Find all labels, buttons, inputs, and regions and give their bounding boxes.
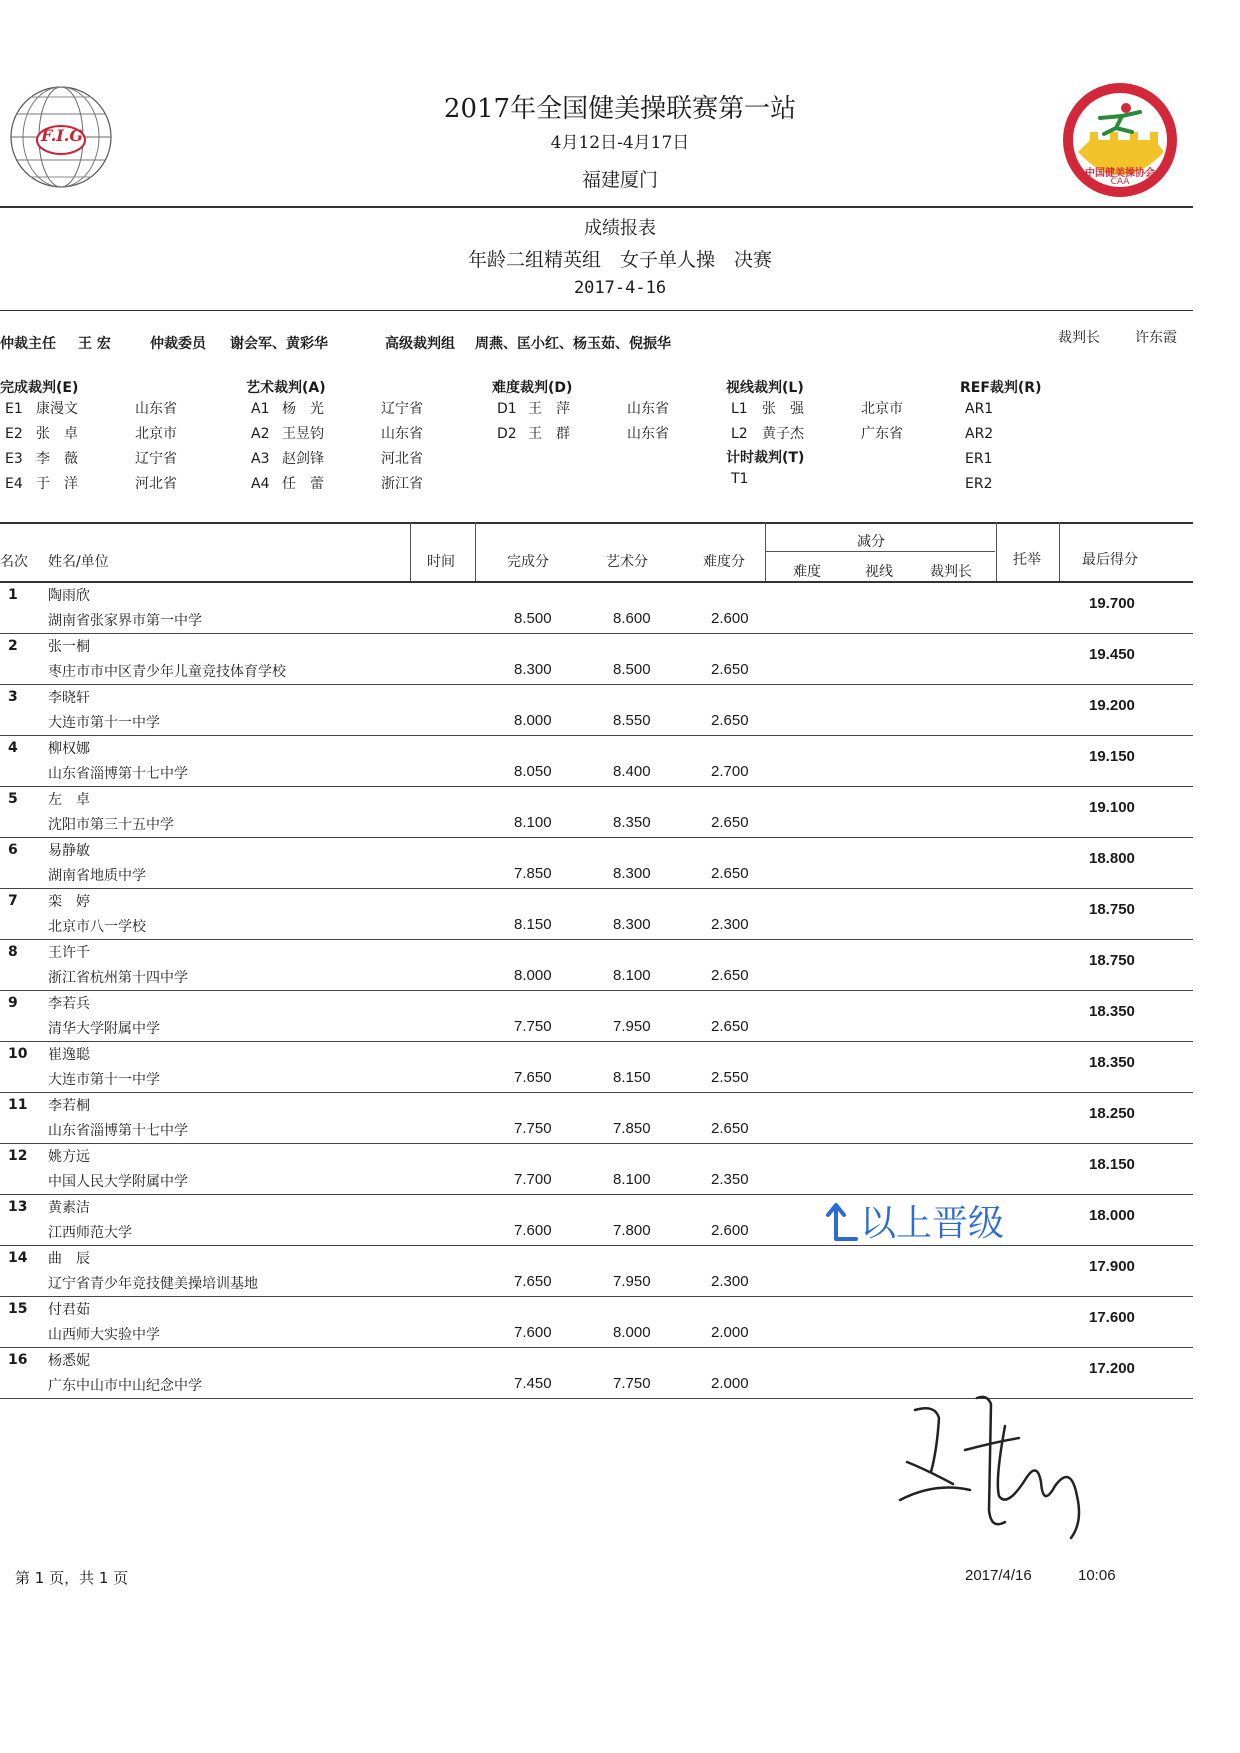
deductions-inner-rule <box>765 551 995 552</box>
judge-name: 张 强 <box>762 401 804 417</box>
judge-row <box>726 397 956 422</box>
header-name: 姓名/单位 <box>48 554 109 570</box>
artistry-score: 7.950 <box>613 1018 651 1035</box>
final-score: 19.700 <box>1089 595 1135 612</box>
difficulty-score: 2.600 <box>711 1222 749 1239</box>
final-score: 18.750 <box>1089 952 1135 969</box>
execution-score: 7.750 <box>514 1120 552 1137</box>
athlete-unit: 北京市八一学校 <box>48 919 146 935</box>
judge-name: 王 群 <box>528 426 570 442</box>
panel-difficulty <box>492 377 722 447</box>
execution-score: 7.450 <box>514 1375 552 1392</box>
athlete-name: 柳权娜 <box>48 741 90 757</box>
difficulty-score: 2.650 <box>711 967 749 984</box>
judge-name: 于 洋 <box>36 476 78 492</box>
final-score: 17.200 <box>1089 1360 1135 1377</box>
athlete-unit: 广东中山市中山纪念中学 <box>48 1378 202 1394</box>
panel-execution-label: 完成裁判(E) <box>0 380 79 396</box>
athlete-name: 陶雨欣 <box>48 588 90 604</box>
difficulty-score: 2.600 <box>711 610 749 627</box>
execution-score: 8.000 <box>514 712 552 729</box>
athlete-name: 曲 辰 <box>48 1251 90 1267</box>
execution-score: 8.150 <box>514 916 552 933</box>
result-rank: 6 <box>8 842 18 858</box>
header-ded-line: 视线 <box>865 564 893 580</box>
judge-row <box>246 472 476 497</box>
footer-page: 第 1 页，共 1 页 <box>15 1569 129 1587</box>
arrow-up-icon <box>822 1199 860 1243</box>
panel-artistic-rows <box>246 397 476 497</box>
table-header-rule <box>0 581 1193 583</box>
final-score: 18.350 <box>1089 1003 1135 1020</box>
artistry-score: 7.750 <box>613 1375 651 1392</box>
judge-province: 广东省 <box>861 426 903 442</box>
final-score: 18.800 <box>1089 850 1135 867</box>
execution-score: 8.050 <box>514 763 552 780</box>
judge-province: 浙江省 <box>381 476 423 492</box>
athlete-name: 李若桐 <box>48 1098 90 1114</box>
judge-province: 山东省 <box>135 401 177 417</box>
judge-code: L2 <box>731 426 748 442</box>
header-rank: 名次 <box>0 554 28 570</box>
panel-time-label: 计时裁判(T) <box>726 450 805 466</box>
report-event: 年龄二组精英组 女子单人操 决赛 <box>467 249 772 271</box>
senior-judges: 周燕、匡小红、杨玉茹、倪振华 <box>475 336 671 352</box>
arbitration-chief-name: 王 宏 <box>78 336 111 352</box>
signature <box>895 1390 1105 1554</box>
footer-time: 10:06 <box>1078 1567 1116 1584</box>
execution-score: 7.600 <box>514 1222 552 1239</box>
athlete-unit: 沈阳市第三十五中学 <box>48 817 174 833</box>
header-difficulty: 难度分 <box>703 554 745 570</box>
judge-code: E4 <box>5 476 23 492</box>
athlete-name: 栾 婷 <box>48 894 90 910</box>
judge-name: 康漫文 <box>36 401 78 417</box>
final-score: 18.150 <box>1089 1156 1135 1173</box>
judge-province: 河北省 <box>135 476 177 492</box>
final-score: 17.900 <box>1089 1258 1135 1275</box>
header-time: 时间 <box>427 554 455 570</box>
judge-province: 山东省 <box>627 426 669 442</box>
judge-name: 任 蕾 <box>282 476 324 492</box>
difficulty-score: 2.650 <box>711 661 749 678</box>
result-rank: 1 <box>8 587 18 603</box>
athlete-unit: 山东省淄博第十七中学 <box>48 1123 188 1139</box>
panel-line-rows <box>726 397 956 447</box>
athlete-unit: 大连市第十一中学 <box>48 1072 160 1088</box>
arbitration-members: 谢会军、黄彩华 <box>230 336 328 352</box>
execution-score: 8.000 <box>514 967 552 984</box>
header-ded-chief: 裁判长 <box>930 564 972 580</box>
signature-icon <box>895 1390 1105 1550</box>
panel-execution <box>0 377 230 497</box>
artistry-score: 8.500 <box>613 661 651 678</box>
result-rank: 7 <box>8 893 18 909</box>
athlete-name: 付君茹 <box>48 1302 90 1318</box>
header-deductions: 减分 <box>857 534 885 550</box>
artistry-score: 8.400 <box>613 763 651 780</box>
row-divider <box>0 633 1193 634</box>
execution-score: 8.500 <box>514 610 552 627</box>
judge-code: D1 <box>497 401 517 417</box>
difficulty-score: 2.300 <box>711 1273 749 1290</box>
artistry-score: 8.150 <box>613 1069 651 1086</box>
execution-score: 7.850 <box>514 865 552 882</box>
arbitration-members-label: 仲裁委员 <box>150 336 206 352</box>
judge-province: 辽宁省 <box>381 401 423 417</box>
execution-score: 8.100 <box>514 814 552 831</box>
result-rank: 11 <box>8 1097 28 1113</box>
judge-code: A3 <box>251 451 270 467</box>
result-rank: 5 <box>8 791 18 807</box>
difficulty-score: 2.650 <box>711 1018 749 1035</box>
judge-row <box>492 397 722 422</box>
judge-code: AR2 <box>965 426 994 442</box>
header-ded-difficulty: 难度 <box>793 564 821 580</box>
row-divider <box>0 888 1193 889</box>
artistry-score: 8.550 <box>613 712 651 729</box>
judge-code: A1 <box>251 401 270 417</box>
row-divider <box>0 939 1193 940</box>
judge-name: 王昱钧 <box>282 426 324 442</box>
judge-name: 张 卓 <box>36 426 78 442</box>
artistry-score: 8.100 <box>613 967 651 984</box>
execution-score: 7.650 <box>514 1069 552 1086</box>
artistry-score: 7.850 <box>613 1120 651 1137</box>
final-score: 19.200 <box>1089 697 1135 714</box>
row-divider <box>0 837 1193 838</box>
advance-annotation-text: 以上晋级 <box>860 1203 1005 1244</box>
execution-score: 7.750 <box>514 1018 552 1035</box>
panel-line-label: 视线裁判(L) <box>726 380 804 396</box>
panel-artistic-label: 艺术裁判(A) <box>246 380 326 396</box>
result-rank: 4 <box>8 740 18 756</box>
row-divider <box>0 1194 1193 1195</box>
judge-row <box>726 467 956 492</box>
artistry-score: 8.300 <box>613 916 651 933</box>
row-divider <box>0 1143 1193 1144</box>
result-rank: 10 <box>8 1046 28 1062</box>
final-score: 18.000 <box>1089 1207 1135 1224</box>
athlete-unit: 枣庄市市中区青少年儿童竞技体育学校 <box>48 664 286 680</box>
judge-code: D2 <box>497 426 517 442</box>
header-execution: 完成分 <box>507 554 549 570</box>
judge-province: 山东省 <box>627 401 669 417</box>
judge-name: 王 萍 <box>528 401 570 417</box>
row-divider <box>0 1245 1193 1246</box>
judge-code: T1 <box>731 471 749 487</box>
athlete-name: 黄素洁 <box>48 1200 90 1216</box>
athlete-name: 崔逸聪 <box>48 1047 90 1063</box>
advance-annotation <box>822 1195 1004 1246</box>
judge-row <box>960 447 1110 472</box>
difficulty-score: 2.650 <box>711 865 749 882</box>
caa-logo-sub: CAA <box>1110 177 1130 187</box>
athlete-unit: 山东省淄博第十七中学 <box>48 766 188 782</box>
final-score: 19.100 <box>1089 799 1135 816</box>
judge-province: 山东省 <box>381 426 423 442</box>
athlete-name: 姚方远 <box>48 1149 90 1165</box>
athlete-name: 杨悉妮 <box>48 1353 90 1369</box>
row-divider <box>0 990 1193 991</box>
artistry-score: 7.950 <box>613 1273 651 1290</box>
athlete-unit: 江西师范大学 <box>48 1225 132 1241</box>
athlete-name: 易静敏 <box>48 843 90 859</box>
result-rank: 13 <box>8 1199 28 1215</box>
athlete-unit: 山西师大实验中学 <box>48 1327 160 1343</box>
artistry-score: 8.300 <box>613 865 651 882</box>
difficulty-score: 2.300 <box>711 916 749 933</box>
judge-code: ER1 <box>965 451 993 467</box>
result-rank: 9 <box>8 995 18 1011</box>
panel-ref-rows <box>960 397 1110 497</box>
artistry-score: 8.350 <box>613 814 651 831</box>
judge-row <box>0 447 230 472</box>
judge-name: 李 薇 <box>36 451 78 467</box>
athlete-unit: 中国人民大学附属中学 <box>48 1174 188 1190</box>
final-score: 19.450 <box>1089 646 1135 663</box>
judge-row <box>0 422 230 447</box>
judge-row <box>0 472 230 497</box>
final-col-box <box>1059 522 1060 581</box>
result-rank: 15 <box>8 1301 28 1317</box>
panel-artistic <box>246 377 476 497</box>
judge-code: L1 <box>731 401 748 417</box>
difficulty-score: 2.000 <box>711 1324 749 1341</box>
judge-row <box>246 397 476 422</box>
result-rank: 8 <box>8 944 18 960</box>
footer-date: 2017/4/16 <box>965 1567 1032 1584</box>
panel-ref <box>960 377 1110 497</box>
athlete-unit: 辽宁省青少年竞技健美操培训基地 <box>48 1276 258 1292</box>
difficulty-score: 2.650 <box>711 1120 749 1137</box>
final-score: 19.150 <box>1089 748 1135 765</box>
table-top-rule <box>0 522 1193 524</box>
panel-difficulty-label: 难度裁判(D) <box>492 380 573 396</box>
difficulty-score: 2.700 <box>711 763 749 780</box>
execution-score: 7.650 <box>514 1273 552 1290</box>
judge-province: 北京市 <box>861 401 903 417</box>
judge-code: A2 <box>251 426 270 442</box>
judge-row <box>726 422 956 447</box>
judge-row <box>492 422 722 447</box>
head-judge-name: 许东霞 <box>1135 330 1177 346</box>
execution-score: 8.300 <box>514 661 552 678</box>
competition-dates: 4月12日-4月17日 <box>550 133 690 153</box>
athlete-name: 李晓轩 <box>48 690 90 706</box>
athlete-unit: 湖南省张家界市第一中学 <box>48 613 202 629</box>
judge-row <box>246 422 476 447</box>
judge-row <box>960 472 1110 497</box>
athlete-unit: 浙江省杭州第十四中学 <box>48 970 188 986</box>
head-judge-label: 裁判长 <box>1058 330 1100 346</box>
artistry-score: 8.000 <box>613 1324 651 1341</box>
athlete-name: 李若兵 <box>48 996 90 1012</box>
athlete-unit: 大连市第十一中学 <box>48 715 160 731</box>
judge-row <box>960 422 1110 447</box>
row-divider <box>0 1092 1193 1093</box>
artistry-score: 7.800 <box>613 1222 651 1239</box>
difficulty-score: 2.650 <box>711 814 749 831</box>
panel-time-rows <box>726 467 956 492</box>
final-score: 18.250 <box>1089 1105 1135 1122</box>
judge-row <box>246 447 476 472</box>
header-divider <box>0 206 1193 208</box>
row-divider <box>0 1041 1193 1042</box>
difficulty-score: 2.350 <box>711 1171 749 1188</box>
senior-judges-label: 高级裁判组 <box>385 336 455 352</box>
row-divider <box>0 735 1193 736</box>
execution-score: 7.600 <box>514 1324 552 1341</box>
athlete-name: 张一桐 <box>48 639 90 655</box>
panel-difficulty-rows <box>492 397 722 447</box>
judge-name: 杨 光 <box>282 401 324 417</box>
panel-ref-label: REF裁判(R) <box>960 380 1042 396</box>
artistry-score: 8.100 <box>613 1171 651 1188</box>
athlete-unit: 湖南省地质中学 <box>48 868 146 884</box>
final-score: 18.750 <box>1089 901 1135 918</box>
report-date: 2017-4-16 <box>573 278 667 298</box>
athlete-name: 王许千 <box>48 945 90 961</box>
result-rank: 14 <box>8 1250 28 1266</box>
final-score: 17.600 <box>1089 1309 1135 1326</box>
judge-province: 北京市 <box>135 426 177 442</box>
arbitration-chief-label: 仲裁主任 <box>0 336 56 352</box>
judge-code: A4 <box>251 476 270 492</box>
report-title: 成绩报表 <box>584 218 656 239</box>
panel-execution-rows <box>0 397 230 497</box>
difficulty-score: 2.550 <box>711 1069 749 1086</box>
result-rank: 3 <box>8 689 18 705</box>
row-divider <box>0 1347 1193 1348</box>
competition-title: 2017年全国健美操联赛第一站 <box>443 94 797 124</box>
judge-code: E2 <box>5 426 23 442</box>
judge-name: 赵剑锋 <box>282 451 324 467</box>
judge-code: E3 <box>5 451 23 467</box>
header-artistry: 艺术分 <box>606 554 648 570</box>
judge-province: 河北省 <box>381 451 423 467</box>
difficulty-score: 2.650 <box>711 712 749 729</box>
judge-province: 辽宁省 <box>135 451 177 467</box>
fig-logo-text: F.I.G <box>40 126 84 145</box>
header-final: 最后得分 <box>1082 552 1138 568</box>
judge-row <box>960 397 1110 422</box>
judge-code: ER2 <box>965 476 993 492</box>
header-lift: 托举 <box>1013 552 1041 568</box>
athlete-unit: 清华大学附属中学 <box>48 1021 160 1037</box>
row-divider <box>0 684 1193 685</box>
report-divider <box>0 310 1193 311</box>
judge-code: E1 <box>5 401 23 417</box>
row-divider <box>0 786 1193 787</box>
final-score: 18.350 <box>1089 1054 1135 1071</box>
execution-score: 7.700 <box>514 1171 552 1188</box>
caa-logo-text: 中国健美操协会 <box>1085 168 1155 179</box>
judge-row <box>0 397 230 422</box>
difficulty-score: 2.000 <box>711 1375 749 1392</box>
result-rank: 12 <box>8 1148 28 1164</box>
artistry-score: 8.600 <box>613 610 651 627</box>
result-rank: 2 <box>8 638 18 654</box>
result-rank: 16 <box>8 1352 28 1368</box>
athlete-name: 左 卓 <box>48 792 90 808</box>
judge-code: AR1 <box>965 401 994 417</box>
competition-venue: 福建厦门 <box>581 169 658 191</box>
judge-name: 黄子杰 <box>762 426 804 442</box>
panel-line <box>726 377 956 492</box>
row-divider <box>0 1296 1193 1297</box>
